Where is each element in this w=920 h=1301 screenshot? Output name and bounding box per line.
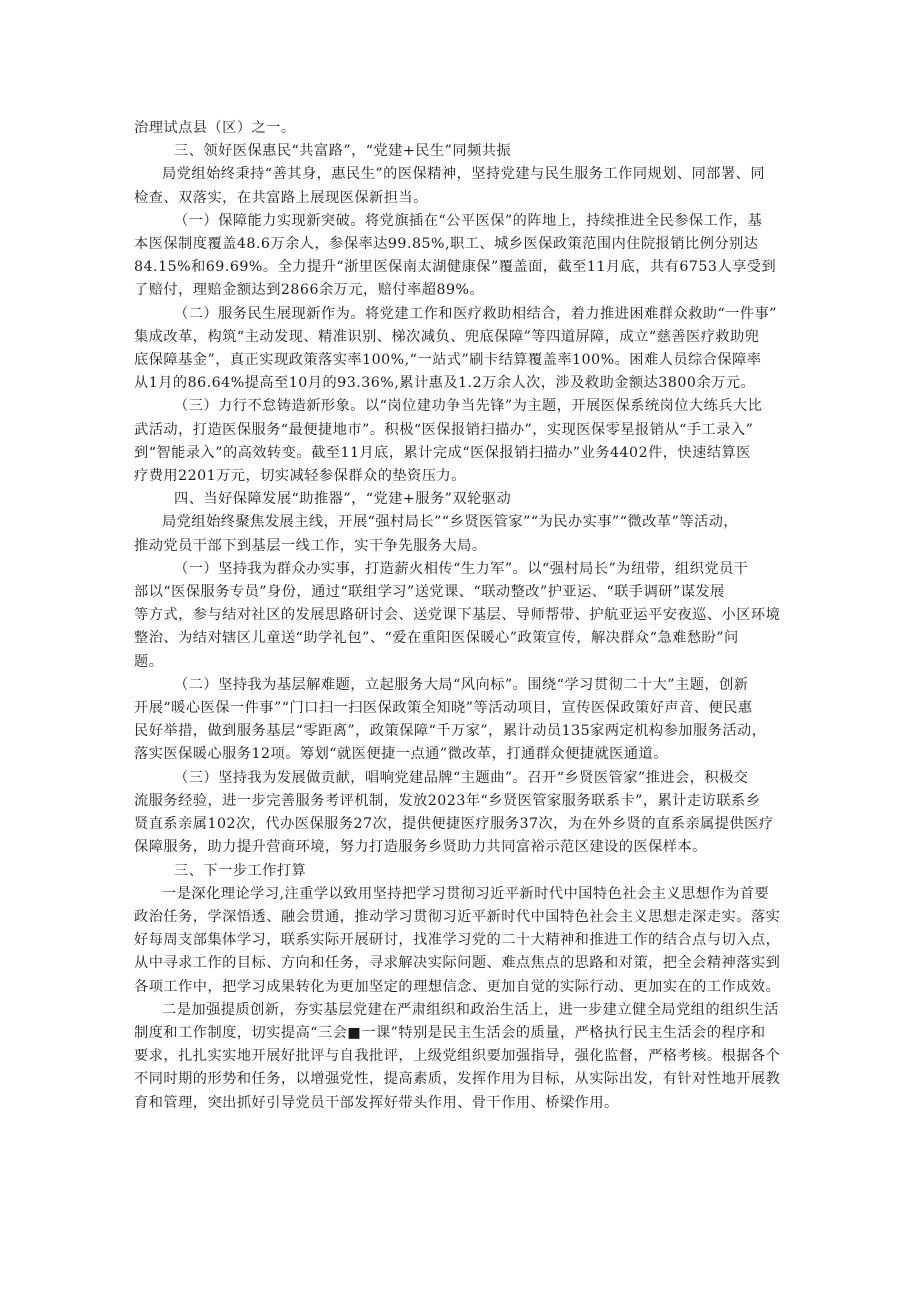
text-line: （二）坚持我为基层解难题，立起服务大局“风向标”。围绕“学习贯彻二十大”主题，创新 (174, 676, 749, 693)
text-line: （一）坚持我为群众办实事，打造薪火相传“生力军”。以“强村局长”为纽带，组织党员干 (174, 560, 749, 577)
text-line: 到“智能录入”的高效转变。截至11月底，累计完成“医保报销扫描办”业务4402件，快速结算医 (134, 444, 751, 461)
text-line: 武活动，打造医保服务“最便捷地市”。积极“医保报销扫描办”，实现医保零星报销从“手工录入” (134, 421, 754, 438)
text-line: 民好举措，做到服务基层“零距离”，政策保障“千万家”，累计动员135家两定机构参加服务活动， (134, 723, 767, 740)
text-line: 整治、为结对辖区儿童送“助学礼包”、“爱在重阳医保暖心”政策宣传，解决群众“急难愁盼”问 (134, 630, 739, 647)
section-heading: 三、领好医保惠民“共富路”，“党建+民生”同频共振 (174, 143, 512, 160)
section-heading: 三、下一步工作打算 (174, 862, 307, 879)
text-line: （一）保障能力实现新突破。将党旗插在“公平医保”的阵地上，持续推进全民参保工作，基 (174, 212, 763, 229)
text-line: 84.15%和69.69%。全力提升“浙里医保南太湖健康保”覆盖面，截至11月底，共有6753人享受到 (134, 259, 777, 276)
text-line: 底保障基金”，真正实现政策落实率100%,“一站式”刷卡结算覆盖率100%。困难人员综合保障率 (134, 352, 762, 369)
text-line: 从中寻求工作的目标、方向和任务，寻求解决实际问题、难点焦点的思路和对策，把全会精神落实到 (134, 955, 781, 972)
text-line: 落实医保暖心服务12项。筹划“就医便捷一点通”微改革，打通群众便捷就医通道。 (134, 746, 668, 763)
text-line: 育和管理，突出抓好引导党员干部发挥好带头作用、骨干作用、桥梁作用。 (134, 1094, 619, 1111)
text-line: 不同时期的形势和任务，以增强党性，提高素质，发挥作用为目标，从实际出发，有针对性地开展教 (134, 1071, 781, 1088)
text-line: 制度和工作制度，切实提高“三会■一课”特别是民主生活会的质量，严格执行民主生活会的程序和 (134, 1024, 766, 1041)
document-page (134, 117, 790, 1115)
text-line: 等方式，参与结对社区的发展思路研讨会、送党课下基层、导师帮带、护航亚运平安夜巡、小区环境 (134, 607, 781, 624)
text-line: 局党组始终秉持“善其身，惠民生”的医保精神，坚持党建与民生服务工作同规划、同部署、同 (162, 166, 766, 183)
text-line: 集成改革，构筑“主动发现、精准识别、梯次减负、兜底保障”等四道屏障，成立“慈善医疗救助兜 (134, 328, 760, 345)
text-line: 流服务经验，进一步完善服务考评机制，发放2023年“乡贤医管家服务联系卡”，累计走访联系乡 (134, 792, 761, 809)
text-line: 好每周支部集体学习，联系实际开展研讨，找准学习党的二十大精神和推进工作的结合点与切入点， (134, 932, 781, 949)
text-line: 开展“暖心医保一件事”“门口扫一扫医保政策全知晓”等活动项目，宣传医保政策好声音、便民惠 (134, 700, 753, 717)
text-line: 了赔付，理赔金额达到2866余万元，赔付率超89%。 (134, 282, 485, 299)
text-line: 疗费用2201万元，切实减轻参保群众的垫资压力。 (134, 468, 466, 485)
text-line: 从1月的86.64%提高至10月的93.36%,累计惠及1.2万余人次，涉及救助金额达3800余万元。 (134, 375, 756, 392)
text-line: 要求，扎扎实实地开展好批评与自我批评，上级党组织要加强指导，强化监督，严格考核。根据各个 (134, 1048, 781, 1065)
text-line: 治理试点县（区）之一。 (134, 120, 296, 136)
text-line: （三）坚持我为发展做贡献，唱响党建品牌“主题曲”。召开“乡贤医管家”推进会，积极交 (174, 769, 749, 786)
text-line: 保障服务，助力提升营商环境，努力打造服务乡贤助力共同富裕示范区建设的医保样本。 (134, 839, 707, 856)
text-line: （三）力行不怠铸造新形象。以“岗位建功争当先锋”为主题，开展医保系统岗位大练兵大比 (174, 398, 763, 415)
text-line: 部以“医保服务专员”身份，通过“联组学习”送党课、“联动整改”护亚运、“联手调研”谋发展 (134, 584, 725, 601)
text-line: （二）服务民生展现新作为。将党建工作和医疗救助相结合，着力推进困难群众救助“一件事” (174, 305, 778, 322)
section-heading: 四、当好保障发展“助推器”，“党建+服务”双轮驱动 (174, 491, 512, 508)
text-line: 政治任务，学深悟透、融会贯通，推动学习贯彻习近平新时代中国特色社会主义思想走深走实。落实 (134, 908, 781, 925)
text-line: 一是深化理论学习,注重学以致用坚持把学习贯彻习近平新时代中国特色社会主义思想作为首要 (162, 885, 770, 902)
text-line: 各项工作中，把学习成果转化为更加坚定的理想信念、更加自觉的实际行动、更加实在的工作成效。 (134, 978, 781, 995)
text-line: 本医保制度覆盖48.6万余人，参保率达99.85%,职工、城乡医保政策范围内住院报销比例分别达 (134, 236, 759, 253)
text-line: 局党组始终聚焦发展主线，开展“强村局长”“乡贤医管家”“为民办实事”“微改革”等活动， (162, 514, 739, 531)
text-line: 检查、双落实，在共富路上展现医保新担当。 (134, 189, 428, 206)
text-line: 推动党员干部下到基层一线工作，实干争先服务大局。 (134, 537, 487, 554)
text-line: 题。 (134, 653, 164, 670)
text-line: 二是加强提质创新，夯实基层党建在严肃组织和政治生活上，进一步建立健全局党组的组织生活 (162, 1001, 779, 1018)
text-line: 贤直系亲属102次，代办医保服务27次，提供便捷医疗服务37次，为在外乡贤的直系亲属提供医疗 (134, 816, 774, 833)
